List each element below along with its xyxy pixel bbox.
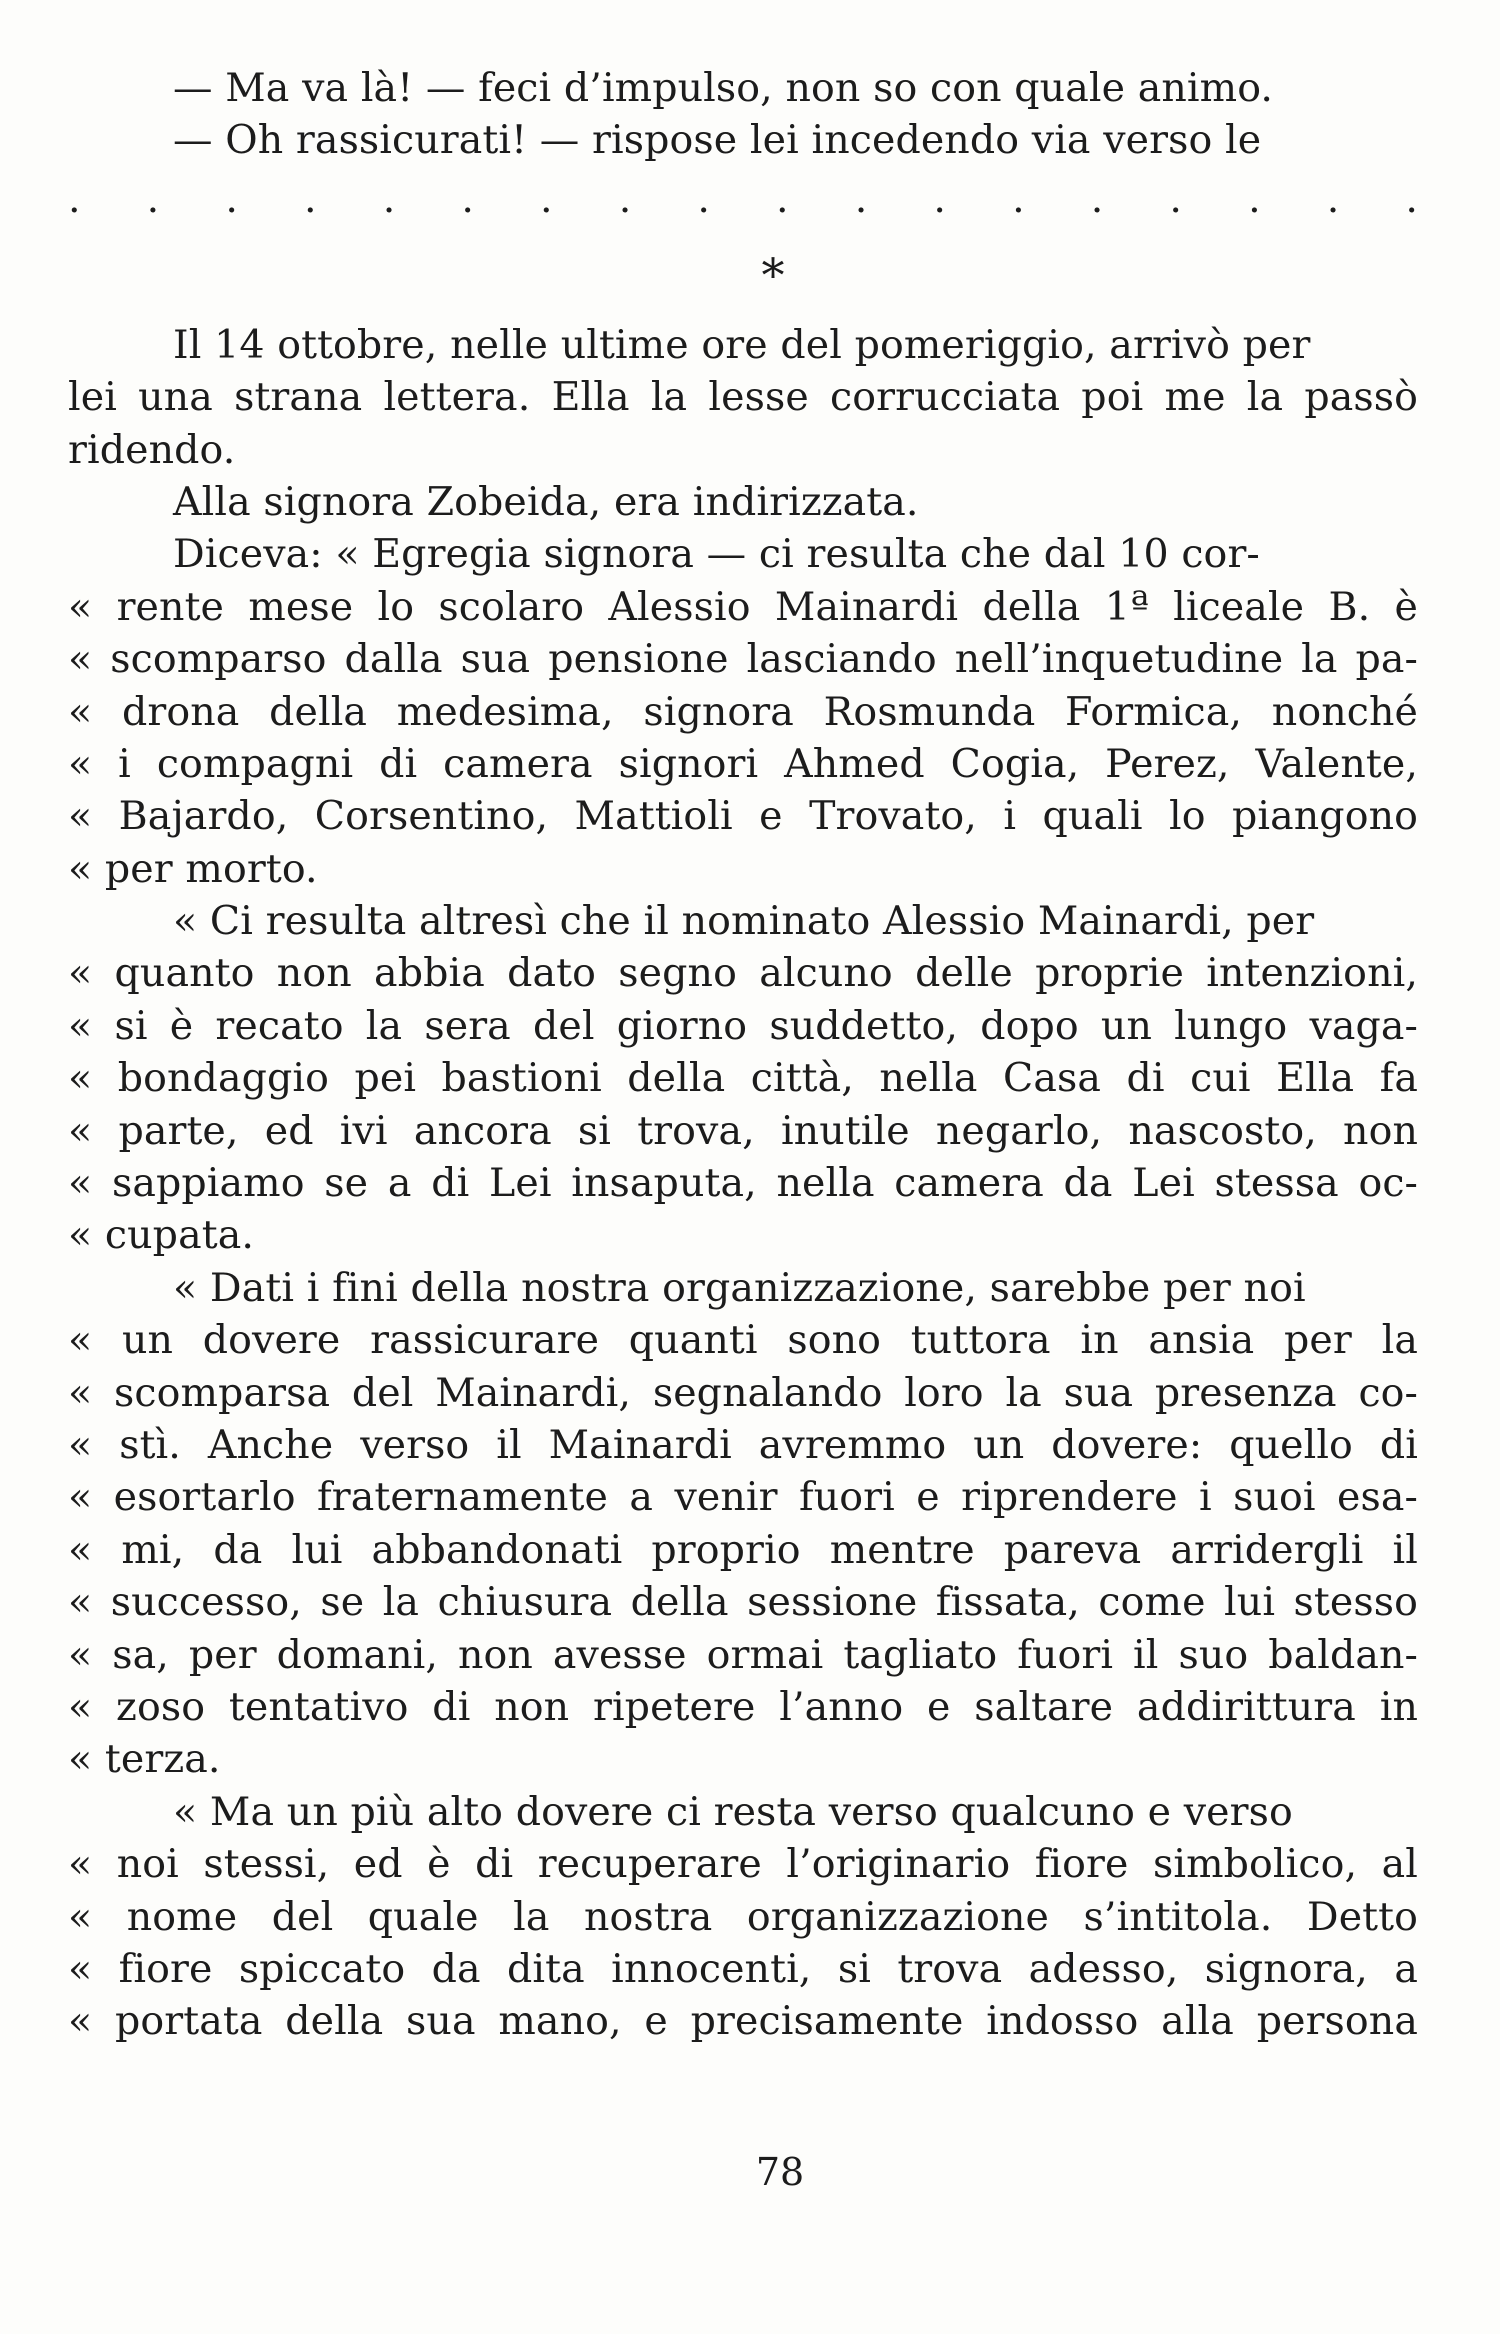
text-line: « mi, da lui abbandonati proprio mentre pareva arridergli il bbox=[68, 1526, 1418, 1573]
text-line: « Ci resulta altresì che il nominato Alessio Mainardi, per bbox=[173, 898, 1315, 945]
page-text bbox=[68, 62, 1418, 2048]
text-line: « drona della medesima, signora Rosmunda Formica, nonché bbox=[68, 688, 1418, 735]
text-line: « parte, ed ivi ancora si trova, inutile negarlo, nascosto, non bbox=[68, 1107, 1418, 1154]
text-line: « per morto. bbox=[68, 845, 318, 892]
text-line: « Bajardo, Corsentino, Mattioli e Trovato, i quali lo piangono bbox=[68, 793, 1418, 840]
text-line: « noi stessi, ed è di recuperare l’originario fiore simbolico, al bbox=[68, 1841, 1418, 1888]
text-line: « sa, per domani, non avesse ormai tagliato fuori il suo baldan- bbox=[68, 1631, 1418, 1678]
text-line: « fiore spiccato da dita innocenti, si trova adesso, signora, a bbox=[68, 1945, 1418, 1992]
text-line: « nome del quale la nostra organizzazione s’intitola. Detto bbox=[68, 1893, 1418, 1940]
text-line: « Dati i fini della nostra organizzazione, sarebbe per noi bbox=[173, 1264, 1306, 1311]
text-line: « Ma un più alto dovere ci resta verso qualcuno e verso bbox=[173, 1788, 1293, 1835]
text-line: « un dovere rassicurare quanti sono tuttora in ansia per la bbox=[68, 1317, 1418, 1364]
text-line: « terza. bbox=[68, 1736, 221, 1783]
text-line: « scomparsa del Mainardi, segnalando loro la sua presenza co- bbox=[68, 1369, 1418, 1416]
text-line: Il 14 ottobre, nelle ultime ore del pomeriggio, arrivò per bbox=[173, 321, 1311, 368]
dialogue-lines bbox=[68, 62, 1418, 167]
text-line: — Oh rassicurati! — rispose lei incedendo via verso le bbox=[173, 117, 1262, 164]
text-line: « sappiamo se a di Lei insaputa, nella camera da Lei stessa oc- bbox=[68, 1160, 1418, 1207]
text-line: « zoso tentativo di non ripetere l’anno e saltare addirittura in bbox=[68, 1683, 1418, 1730]
text-line: « bondaggio pei bastioni della città, nella Casa di cui Ella fa bbox=[68, 1055, 1418, 1102]
text-line: « successo, se la chiusura della sessione fissata, come lui stesso bbox=[68, 1579, 1418, 1626]
text-line: « portata della sua mano, e precisamente indosso alla persona bbox=[68, 1998, 1418, 2045]
text-line: « i compagni di camera signori Ahmed Cogia, Perez, Valente, bbox=[68, 740, 1418, 787]
text-line: « cupata. bbox=[68, 1212, 254, 1259]
text-line: — Ma va là! — feci d’impulso, non so con quale animo. bbox=[173, 65, 1274, 111]
ellipsis-row: . . . . . . . . . . . . . . . . . . bbox=[68, 175, 1418, 222]
section-asterisk: * bbox=[761, 247, 785, 302]
text-line: « esortarlo fraternamente a venir fuori e riprendere i suoi esa- bbox=[68, 1474, 1418, 1521]
text-line: Alla signora Zobeida, era indirizzata. bbox=[173, 478, 919, 525]
text-line: « scomparso dalla sua pensione lasciando nell’inquetudine la pa- bbox=[68, 636, 1418, 683]
text-line: Diceva: « Egregia signora — ci resulta che dal 10 cor- bbox=[173, 531, 1260, 578]
text-line: « quanto non abbia dato segno alcuno delle proprie intenzioni, bbox=[68, 950, 1418, 997]
text-line: lei una strana lettera. Ella la lesse corrucciata poi me la passò bbox=[68, 374, 1418, 421]
text-line: « si è recato la sera del giorno suddetto, dopo un lungo vaga- bbox=[68, 1002, 1418, 1049]
text-line: ridendo. bbox=[68, 426, 236, 473]
text-line: « rente mese lo scolaro Alessio Mainardi della 1ª liceale B. è bbox=[68, 583, 1418, 630]
page-number: 78 bbox=[755, 2150, 805, 2194]
text-line: « stì. Anche verso il Mainardi avremmo un dovere: quello di bbox=[68, 1421, 1418, 1468]
body-paragraphs bbox=[68, 319, 1418, 2048]
